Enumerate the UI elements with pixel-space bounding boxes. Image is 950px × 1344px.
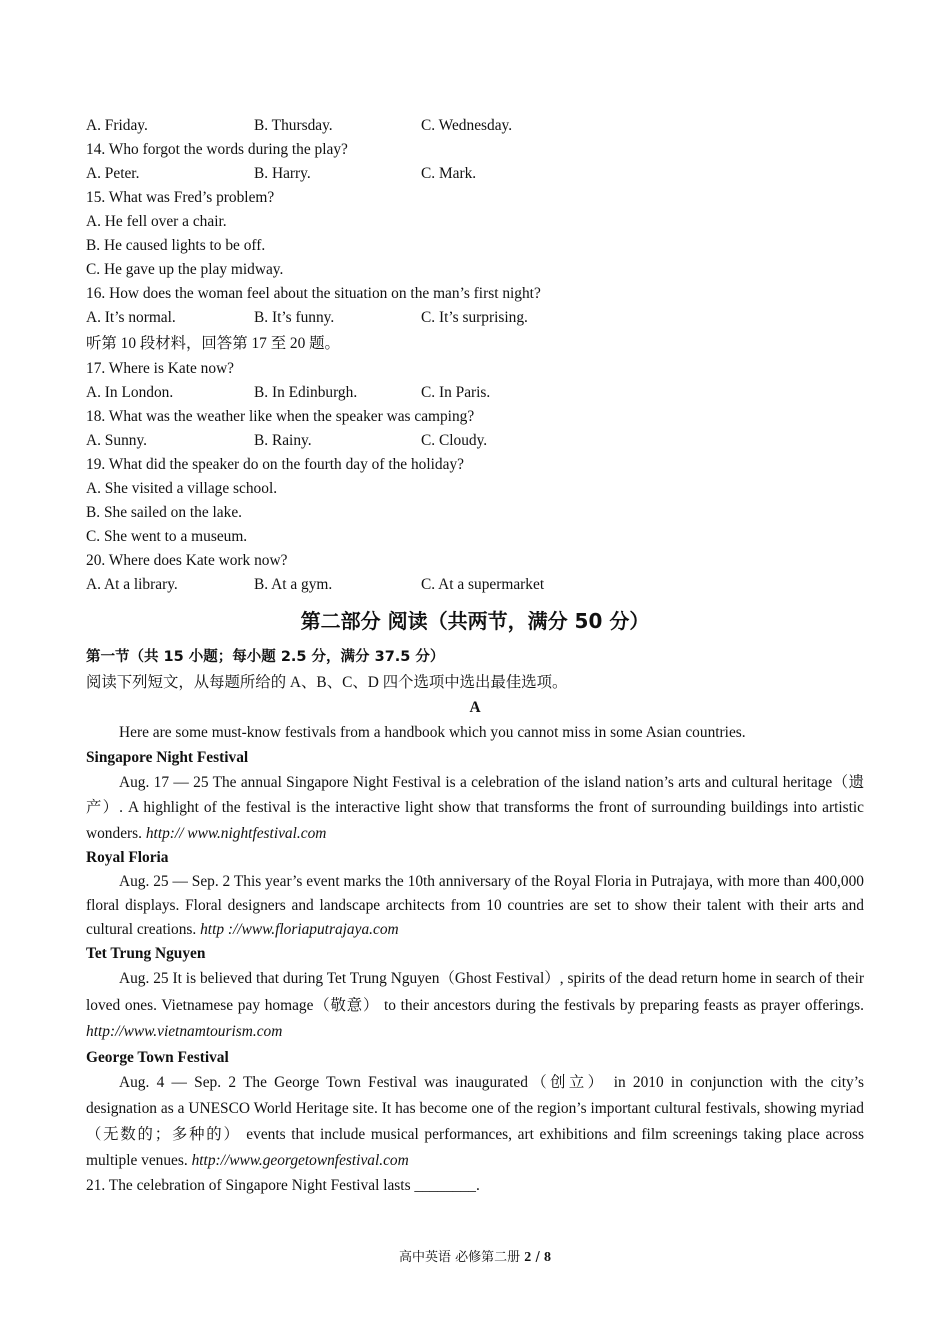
option-b: B. He caused lights to be off. bbox=[86, 237, 266, 254]
festival-name: George Town Festival bbox=[86, 1048, 229, 1066]
option-b: B. Thursday. bbox=[254, 117, 333, 134]
option-b: B. She sailed on the lake. bbox=[86, 504, 243, 521]
option-a: A. Sunny. bbox=[86, 432, 147, 449]
option-c: C. He gave up the play midway. bbox=[86, 261, 284, 278]
festival-text: Aug. 17 — 25 The annual Singapore Night Festival is a celebration of the island nation’s arts and cultural heritage（遗产）. A highlight of the festival is the interactive light show that transforms the front of surrounding buildings into artistic wonders. bbox=[86, 773, 864, 842]
option-a: A. Friday. bbox=[86, 117, 148, 134]
footer-separator: / bbox=[535, 1250, 540, 1265]
festival-link[interactable]: http:// www.nightfestival.com bbox=[145, 824, 327, 842]
festival-name: Singapore Night Festival bbox=[86, 748, 249, 766]
q14-options bbox=[86, 162, 864, 186]
option-c: C. She went to a museum. bbox=[86, 528, 248, 545]
question-17: 17. Where is Kate now? bbox=[86, 360, 235, 377]
option-c: C. Mark. bbox=[421, 165, 477, 182]
option-c: C. In Paris. bbox=[421, 384, 491, 401]
option-b: B. In Edinburgh. bbox=[254, 384, 358, 401]
q20-options bbox=[86, 573, 864, 597]
option-a: A. At a library. bbox=[86, 576, 178, 593]
question-15: 15. What was Fred’s problem? bbox=[86, 189, 275, 206]
festival-text: Aug. 25 — Sep. 2 This year’s event marks the 10th anniversary of the Royal Floria in Putrajaya, with more than 400,000 floral displays. Floral designers and landscape architects from 10 countries are set to show their talent with their arts and cultural creations. bbox=[86, 873, 864, 938]
q18-options bbox=[86, 429, 864, 453]
festival-name: Tet Trung Nguyen bbox=[86, 945, 206, 962]
option-b: B. Rainy. bbox=[254, 432, 312, 449]
question-21: 21. The celebration of Singapore Night Festival lasts ________. bbox=[86, 1176, 480, 1194]
question-20: 20. Where does Kate work now? bbox=[86, 552, 288, 569]
footer-subject: 高中英语 必修第二册 bbox=[399, 1250, 521, 1265]
exam-page bbox=[86, 114, 864, 1198]
festival-description bbox=[86, 870, 864, 942]
festival-description bbox=[86, 966, 864, 1046]
festival-description bbox=[86, 1070, 864, 1174]
q17-options bbox=[86, 381, 864, 405]
listening-instruction: 听第 10 段材料，回答第 17 至 20 题。 bbox=[86, 335, 340, 352]
festival-link[interactable]: http://www.georgetownfestival.com bbox=[191, 1151, 409, 1169]
question-19: 19. What did the speaker do on the fourth day of the holiday? bbox=[86, 456, 464, 473]
option-c: C. Cloudy. bbox=[421, 432, 488, 449]
option-b: B. At a gym. bbox=[254, 576, 333, 593]
festival-link[interactable]: http ://www.floriaputrajaya.com bbox=[200, 921, 399, 938]
option-b: B. Harry. bbox=[254, 165, 311, 182]
option-c: C. It’s surprising. bbox=[421, 309, 528, 326]
footer-page-number: 2 bbox=[524, 1250, 532, 1265]
option-c: C. Wednesday. bbox=[421, 117, 513, 134]
option-c: C. At a supermarket bbox=[421, 576, 545, 593]
option-a: A. In London. bbox=[86, 384, 174, 401]
footer-total-pages: 8 bbox=[543, 1250, 551, 1265]
option-a: A. Peter. bbox=[86, 165, 140, 182]
part-two-title: 第二部分 阅读（共两节，满分 50 分） bbox=[300, 609, 650, 633]
festival-description bbox=[86, 770, 864, 847]
q13-options bbox=[86, 114, 864, 138]
option-b: B. It’s funny. bbox=[254, 309, 335, 326]
option-a: A. It’s normal. bbox=[86, 309, 176, 326]
page-footer bbox=[0, 1246, 950, 1266]
passage-label: A bbox=[469, 699, 481, 716]
festival-text: Aug. 4 — Sep. 2 The George Town Festival was inaugurated（创立） in 2010 in conjunction with the city’s designation as a UNESCO World Heritage site. It has become one of the region’s important cultural festivals, showing myriad（无数的；多种的） events that include musical performances, art exhibitions and film screenings taking place across multiple venues. bbox=[86, 1073, 864, 1169]
question-14: 14. Who forgot the words during the play? bbox=[86, 141, 348, 158]
section-one-title: 第一节（共 15 小题；每小题 2.5 分，满分 37.5 分） bbox=[86, 649, 445, 665]
q16-options bbox=[86, 306, 864, 330]
option-a: A. She visited a village school. bbox=[86, 480, 278, 497]
question-18: 18. What was the weather like when the speaker was camping? bbox=[86, 408, 475, 425]
festival-link[interactable]: http://www.vietnamtourism.com bbox=[86, 1023, 283, 1040]
question-16: 16. How does the woman feel about the situation on the man’s first night? bbox=[86, 285, 541, 302]
option-a: A. He fell over a chair. bbox=[86, 213, 227, 230]
section-one-instruction: 阅读下列短文，从每题所给的 A、B、C、D 四个选项中选出最佳选项。 bbox=[86, 674, 568, 691]
passage-intro: Here are some must-know festivals from a handbook which you cannot miss in some Asian countries. bbox=[119, 724, 746, 741]
festival-name: Royal Floria bbox=[86, 849, 169, 866]
festival-text: Aug. 25 It is believed that during Tet Trung Nguyen（Ghost Festival）, spirits of the dead return home in search of their loved ones. Vietnamese pay homage（敬意） to their ancestors during the festivals by preparing feasts as prayer offerings. bbox=[86, 970, 864, 1014]
